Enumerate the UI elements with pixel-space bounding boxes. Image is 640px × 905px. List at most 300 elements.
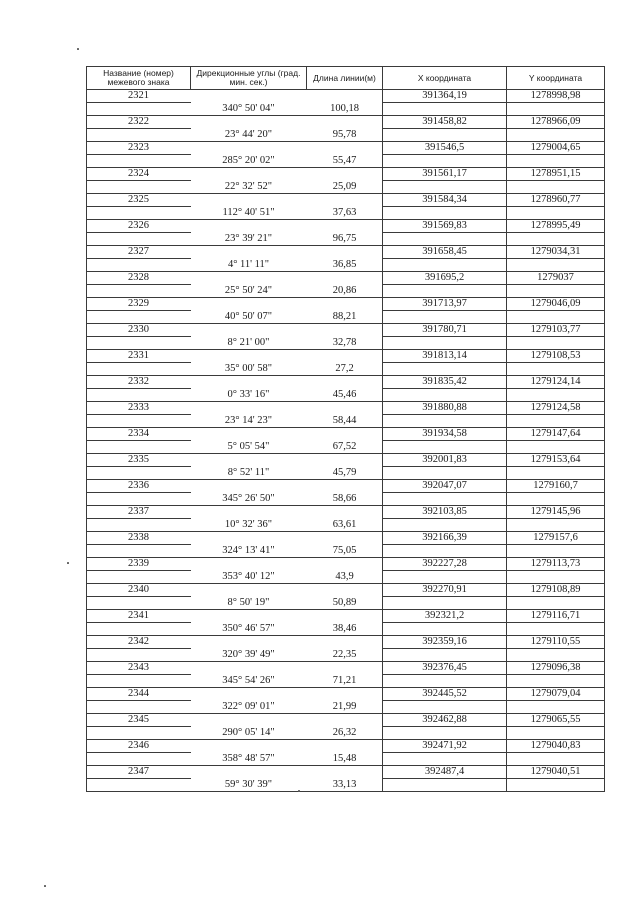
empty-cell (507, 207, 605, 220)
point-row (87, 480, 605, 493)
point-name: 2346 (87, 740, 191, 753)
empty-cell (507, 259, 605, 272)
point-row (87, 142, 605, 155)
point-name: 2333 (87, 402, 191, 415)
point-row (87, 194, 605, 207)
empty-cell (87, 675, 191, 688)
point-x: 391835,42 (383, 376, 507, 389)
empty-cell (87, 259, 191, 272)
segment-length: 88,21 (307, 311, 383, 324)
empty-cell (87, 207, 191, 220)
empty-cell (507, 129, 605, 142)
point-name: 2339 (87, 558, 191, 571)
empty-cell (307, 688, 383, 701)
header-y: Y координата (507, 67, 605, 90)
point-y: 1279124,58 (507, 402, 605, 415)
segment-angle: 59° 30' 39" (191, 779, 307, 792)
segment-length: 96,75 (307, 233, 383, 246)
point-y: 1278995,49 (507, 220, 605, 233)
point-row (87, 324, 605, 337)
segment-length: 27,2 (307, 363, 383, 376)
empty-cell (191, 662, 307, 675)
empty-cell (507, 155, 605, 168)
point-y: 1279124,14 (507, 376, 605, 389)
point-y: 1279153,64 (507, 454, 605, 467)
empty-cell (307, 480, 383, 493)
segment-length: 43,9 (307, 571, 383, 584)
empty-cell (191, 220, 307, 233)
empty-cell (87, 285, 191, 298)
empty-cell (191, 532, 307, 545)
point-y: 1279046,09 (507, 298, 605, 311)
segment-length: 21,99 (307, 701, 383, 714)
point-x: 392227,28 (383, 558, 507, 571)
point-y: 1279034,31 (507, 246, 605, 259)
empty-cell (307, 272, 383, 285)
point-name: 2322 (87, 116, 191, 129)
point-y: 1278960,77 (507, 194, 605, 207)
segment-length: 22,35 (307, 649, 383, 662)
empty-cell (191, 636, 307, 649)
segment-angle: 23° 44' 20" (191, 129, 307, 142)
empty-cell (507, 103, 605, 116)
empty-cell (87, 701, 191, 714)
point-row (87, 272, 605, 285)
segment-angle: 324° 13' 41" (191, 545, 307, 558)
empty-cell (191, 506, 307, 519)
point-row (87, 376, 605, 389)
empty-cell (191, 454, 307, 467)
point-y: 1279079,04 (507, 688, 605, 701)
segment-row (87, 155, 605, 168)
empty-cell (383, 493, 507, 506)
point-name: 2338 (87, 532, 191, 545)
point-x: 392462,88 (383, 714, 507, 727)
point-y: 1278966,09 (507, 116, 605, 129)
empty-cell (507, 363, 605, 376)
empty-cell (383, 259, 507, 272)
segment-row (87, 129, 605, 142)
point-y: 1279160,7 (507, 480, 605, 493)
empty-cell (87, 467, 191, 480)
header-length: Длина линии(м) (307, 67, 383, 90)
empty-cell (307, 662, 383, 675)
empty-cell (191, 480, 307, 493)
segment-angle: 290° 05' 14" (191, 727, 307, 740)
empty-cell (307, 350, 383, 363)
scan-speck (298, 790, 300, 792)
point-name: 2335 (87, 454, 191, 467)
empty-cell (383, 155, 507, 168)
empty-cell (87, 337, 191, 350)
point-name: 2332 (87, 376, 191, 389)
empty-cell (191, 90, 307, 103)
empty-cell (191, 324, 307, 337)
segment-length: 32,78 (307, 337, 383, 350)
point-row (87, 558, 605, 571)
point-name: 2342 (87, 636, 191, 649)
segment-length: 95,78 (307, 129, 383, 142)
empty-cell (87, 363, 191, 376)
point-x: 391458,82 (383, 116, 507, 129)
segment-row (87, 649, 605, 662)
empty-cell (87, 623, 191, 636)
empty-cell (507, 623, 605, 636)
empty-cell (307, 740, 383, 753)
segment-row (87, 545, 605, 558)
empty-cell (191, 246, 307, 259)
segment-row (87, 181, 605, 194)
empty-cell (307, 298, 383, 311)
point-y: 1279147,64 (507, 428, 605, 441)
segment-row (87, 311, 605, 324)
segment-angle: 8° 50' 19" (191, 597, 307, 610)
empty-cell (307, 610, 383, 623)
point-y: 1279113,73 (507, 558, 605, 571)
empty-cell (383, 337, 507, 350)
empty-cell (191, 714, 307, 727)
point-row (87, 506, 605, 519)
empty-cell (507, 727, 605, 740)
segment-length: 36,85 (307, 259, 383, 272)
point-x: 392103,85 (383, 506, 507, 519)
segment-row (87, 363, 605, 376)
segment-row (87, 493, 605, 506)
segment-row (87, 675, 605, 688)
empty-cell (191, 428, 307, 441)
empty-cell (383, 519, 507, 532)
empty-cell (383, 753, 507, 766)
segment-length: 38,46 (307, 623, 383, 636)
point-row (87, 116, 605, 129)
segment-length: 33,13 (307, 779, 383, 792)
point-name: 2326 (87, 220, 191, 233)
segment-angle: 350° 46' 57" (191, 623, 307, 636)
empty-cell (507, 233, 605, 246)
segment-row (87, 597, 605, 610)
point-y: 1279145,96 (507, 506, 605, 519)
point-row (87, 610, 605, 623)
segment-length: 58,66 (307, 493, 383, 506)
segment-length: 45,79 (307, 467, 383, 480)
segment-angle: 8° 21' 00" (191, 337, 307, 350)
empty-cell (87, 571, 191, 584)
segment-row (87, 441, 605, 454)
header-name: Название (номер) межевого знака (87, 67, 191, 90)
empty-cell (191, 610, 307, 623)
empty-cell (383, 571, 507, 584)
empty-cell (87, 155, 191, 168)
segment-angle: 112° 40' 51" (191, 207, 307, 220)
segment-length: 55,47 (307, 155, 383, 168)
segment-angle: 345° 54' 26" (191, 675, 307, 688)
segment-row (87, 103, 605, 116)
segment-length: 37,63 (307, 207, 383, 220)
point-y: 1279037 (507, 272, 605, 285)
empty-cell (87, 597, 191, 610)
point-name: 2325 (87, 194, 191, 207)
segment-angle: 4° 11' 11" (191, 259, 307, 272)
scan-speck (67, 562, 69, 564)
segment-row (87, 233, 605, 246)
segment-row (87, 623, 605, 636)
segment-length: 63,61 (307, 519, 383, 532)
point-name: 2329 (87, 298, 191, 311)
empty-cell (87, 519, 191, 532)
point-row (87, 90, 605, 103)
point-row (87, 740, 605, 753)
point-y: 1279116,71 (507, 610, 605, 623)
segment-angle: 35° 00' 58" (191, 363, 307, 376)
header-x: X координата (383, 67, 507, 90)
segment-length: 67,52 (307, 441, 383, 454)
point-x: 391780,71 (383, 324, 507, 337)
empty-cell (383, 285, 507, 298)
segment-row (87, 467, 605, 480)
point-name: 2331 (87, 350, 191, 363)
empty-cell (307, 246, 383, 259)
empty-cell (191, 298, 307, 311)
point-name: 2343 (87, 662, 191, 675)
boundary-coordinates-table (86, 66, 605, 792)
empty-cell (87, 649, 191, 662)
segment-angle: 320° 39' 49" (191, 649, 307, 662)
empty-cell (507, 493, 605, 506)
point-row (87, 428, 605, 441)
table-body (87, 90, 605, 792)
empty-cell (307, 506, 383, 519)
point-x: 392359,16 (383, 636, 507, 649)
segment-angle: 23° 14' 23" (191, 415, 307, 428)
point-x: 391584,34 (383, 194, 507, 207)
empty-cell (307, 324, 383, 337)
point-name: 2328 (87, 272, 191, 285)
empty-cell (307, 402, 383, 415)
segment-angle: 5° 05' 54" (191, 441, 307, 454)
segment-angle: 358° 48' 57" (191, 753, 307, 766)
point-row (87, 532, 605, 545)
segment-angle: 322° 09' 01" (191, 701, 307, 714)
empty-cell (507, 467, 605, 480)
segment-row (87, 727, 605, 740)
segment-angle: 25° 50' 24" (191, 285, 307, 298)
table-header-row (87, 67, 605, 90)
point-row (87, 350, 605, 363)
empty-cell (507, 337, 605, 350)
empty-cell (383, 649, 507, 662)
point-name: 2330 (87, 324, 191, 337)
empty-cell (507, 649, 605, 662)
point-x: 392321,2 (383, 610, 507, 623)
segment-row (87, 207, 605, 220)
segment-length: 50,89 (307, 597, 383, 610)
empty-cell (507, 415, 605, 428)
point-y: 1279040,83 (507, 740, 605, 753)
empty-cell (191, 142, 307, 155)
point-y: 1279103,77 (507, 324, 605, 337)
point-row (87, 246, 605, 259)
empty-cell (87, 311, 191, 324)
point-x: 392270,91 (383, 584, 507, 597)
point-name: 2327 (87, 246, 191, 259)
empty-cell (87, 415, 191, 428)
empty-cell (87, 727, 191, 740)
segment-angle: 345° 26' 50" (191, 493, 307, 506)
point-x: 392487,4 (383, 766, 507, 779)
point-row (87, 454, 605, 467)
empty-cell (307, 194, 383, 207)
segment-row (87, 389, 605, 402)
point-y: 1279065,55 (507, 714, 605, 727)
empty-cell (383, 545, 507, 558)
empty-cell (87, 779, 191, 792)
empty-cell (307, 376, 383, 389)
empty-cell (383, 233, 507, 246)
point-x: 391934,58 (383, 428, 507, 441)
empty-cell (191, 272, 307, 285)
segment-row (87, 779, 605, 792)
empty-cell (307, 558, 383, 571)
header-angle: Дирекционные углы (град. мин. сек.) (191, 67, 307, 90)
point-x: 391569,83 (383, 220, 507, 233)
empty-cell (191, 116, 307, 129)
point-x: 392166,39 (383, 532, 507, 545)
empty-cell (191, 350, 307, 363)
empty-cell (307, 766, 383, 779)
empty-cell (87, 129, 191, 142)
point-name: 2340 (87, 584, 191, 597)
segment-angle: 0° 33' 16" (191, 389, 307, 402)
point-y: 1278998,98 (507, 90, 605, 103)
point-name: 2321 (87, 90, 191, 103)
empty-cell (507, 753, 605, 766)
segment-angle: 353° 40' 12" (191, 571, 307, 584)
point-row (87, 688, 605, 701)
empty-cell (383, 311, 507, 324)
empty-cell (307, 142, 383, 155)
empty-cell (307, 90, 383, 103)
empty-cell (383, 415, 507, 428)
segment-length: 71,21 (307, 675, 383, 688)
empty-cell (307, 168, 383, 181)
point-row (87, 168, 605, 181)
empty-cell (383, 207, 507, 220)
point-x: 392376,45 (383, 662, 507, 675)
point-y: 1279040,51 (507, 766, 605, 779)
point-row (87, 298, 605, 311)
empty-cell (383, 389, 507, 402)
empty-cell (191, 402, 307, 415)
empty-cell (383, 181, 507, 194)
point-x: 391695,2 (383, 272, 507, 285)
empty-cell (307, 116, 383, 129)
segment-angle: 285° 20' 02" (191, 155, 307, 168)
empty-cell (507, 285, 605, 298)
segment-angle: 22° 32' 52" (191, 181, 307, 194)
empty-cell (383, 623, 507, 636)
point-x: 391658,45 (383, 246, 507, 259)
point-row (87, 220, 605, 233)
empty-cell (307, 584, 383, 597)
point-name: 2344 (87, 688, 191, 701)
point-row (87, 636, 605, 649)
point-name: 2336 (87, 480, 191, 493)
empty-cell (383, 467, 507, 480)
empty-cell (507, 545, 605, 558)
empty-cell (507, 597, 605, 610)
point-x: 392001,83 (383, 454, 507, 467)
point-name: 2345 (87, 714, 191, 727)
empty-cell (383, 363, 507, 376)
segment-length: 75,05 (307, 545, 383, 558)
empty-cell (87, 389, 191, 402)
empty-cell (87, 233, 191, 246)
point-row (87, 402, 605, 415)
segment-length: 58,44 (307, 415, 383, 428)
segment-angle: 23° 39' 21" (191, 233, 307, 246)
point-y: 1279157,6 (507, 532, 605, 545)
segment-row (87, 519, 605, 532)
point-x: 391880,88 (383, 402, 507, 415)
empty-cell (507, 311, 605, 324)
empty-cell (191, 194, 307, 207)
empty-cell (383, 727, 507, 740)
point-y: 1279108,89 (507, 584, 605, 597)
segment-angle: 340° 50' 04" (191, 103, 307, 116)
point-y: 1278951,15 (507, 168, 605, 181)
segment-length: 20,86 (307, 285, 383, 298)
empty-cell (507, 675, 605, 688)
point-row (87, 766, 605, 779)
point-x: 391713,97 (383, 298, 507, 311)
point-row (87, 714, 605, 727)
point-row (87, 584, 605, 597)
empty-cell (383, 701, 507, 714)
point-y: 1279110,55 (507, 636, 605, 649)
segment-length: 15,48 (307, 753, 383, 766)
empty-cell (87, 103, 191, 116)
empty-cell (191, 766, 307, 779)
point-x: 392471,92 (383, 740, 507, 753)
point-x: 391561,17 (383, 168, 507, 181)
point-x: 391546,5 (383, 142, 507, 155)
point-name: 2334 (87, 428, 191, 441)
empty-cell (307, 220, 383, 233)
empty-cell (191, 688, 307, 701)
scan-speck (44, 885, 46, 887)
segment-row (87, 753, 605, 766)
point-name: 2324 (87, 168, 191, 181)
point-name: 2323 (87, 142, 191, 155)
segment-length: 26,32 (307, 727, 383, 740)
empty-cell (191, 740, 307, 753)
point-x: 391813,14 (383, 350, 507, 363)
point-y: 1279004,65 (507, 142, 605, 155)
point-x: 391364,19 (383, 90, 507, 103)
point-name: 2347 (87, 766, 191, 779)
empty-cell (383, 779, 507, 792)
segment-row (87, 259, 605, 272)
segment-row (87, 701, 605, 714)
empty-cell (191, 376, 307, 389)
empty-cell (87, 545, 191, 558)
empty-cell (191, 558, 307, 571)
empty-cell (507, 571, 605, 584)
empty-cell (507, 779, 605, 792)
empty-cell (87, 753, 191, 766)
empty-cell (383, 675, 507, 688)
point-y: 1279108,53 (507, 350, 605, 363)
